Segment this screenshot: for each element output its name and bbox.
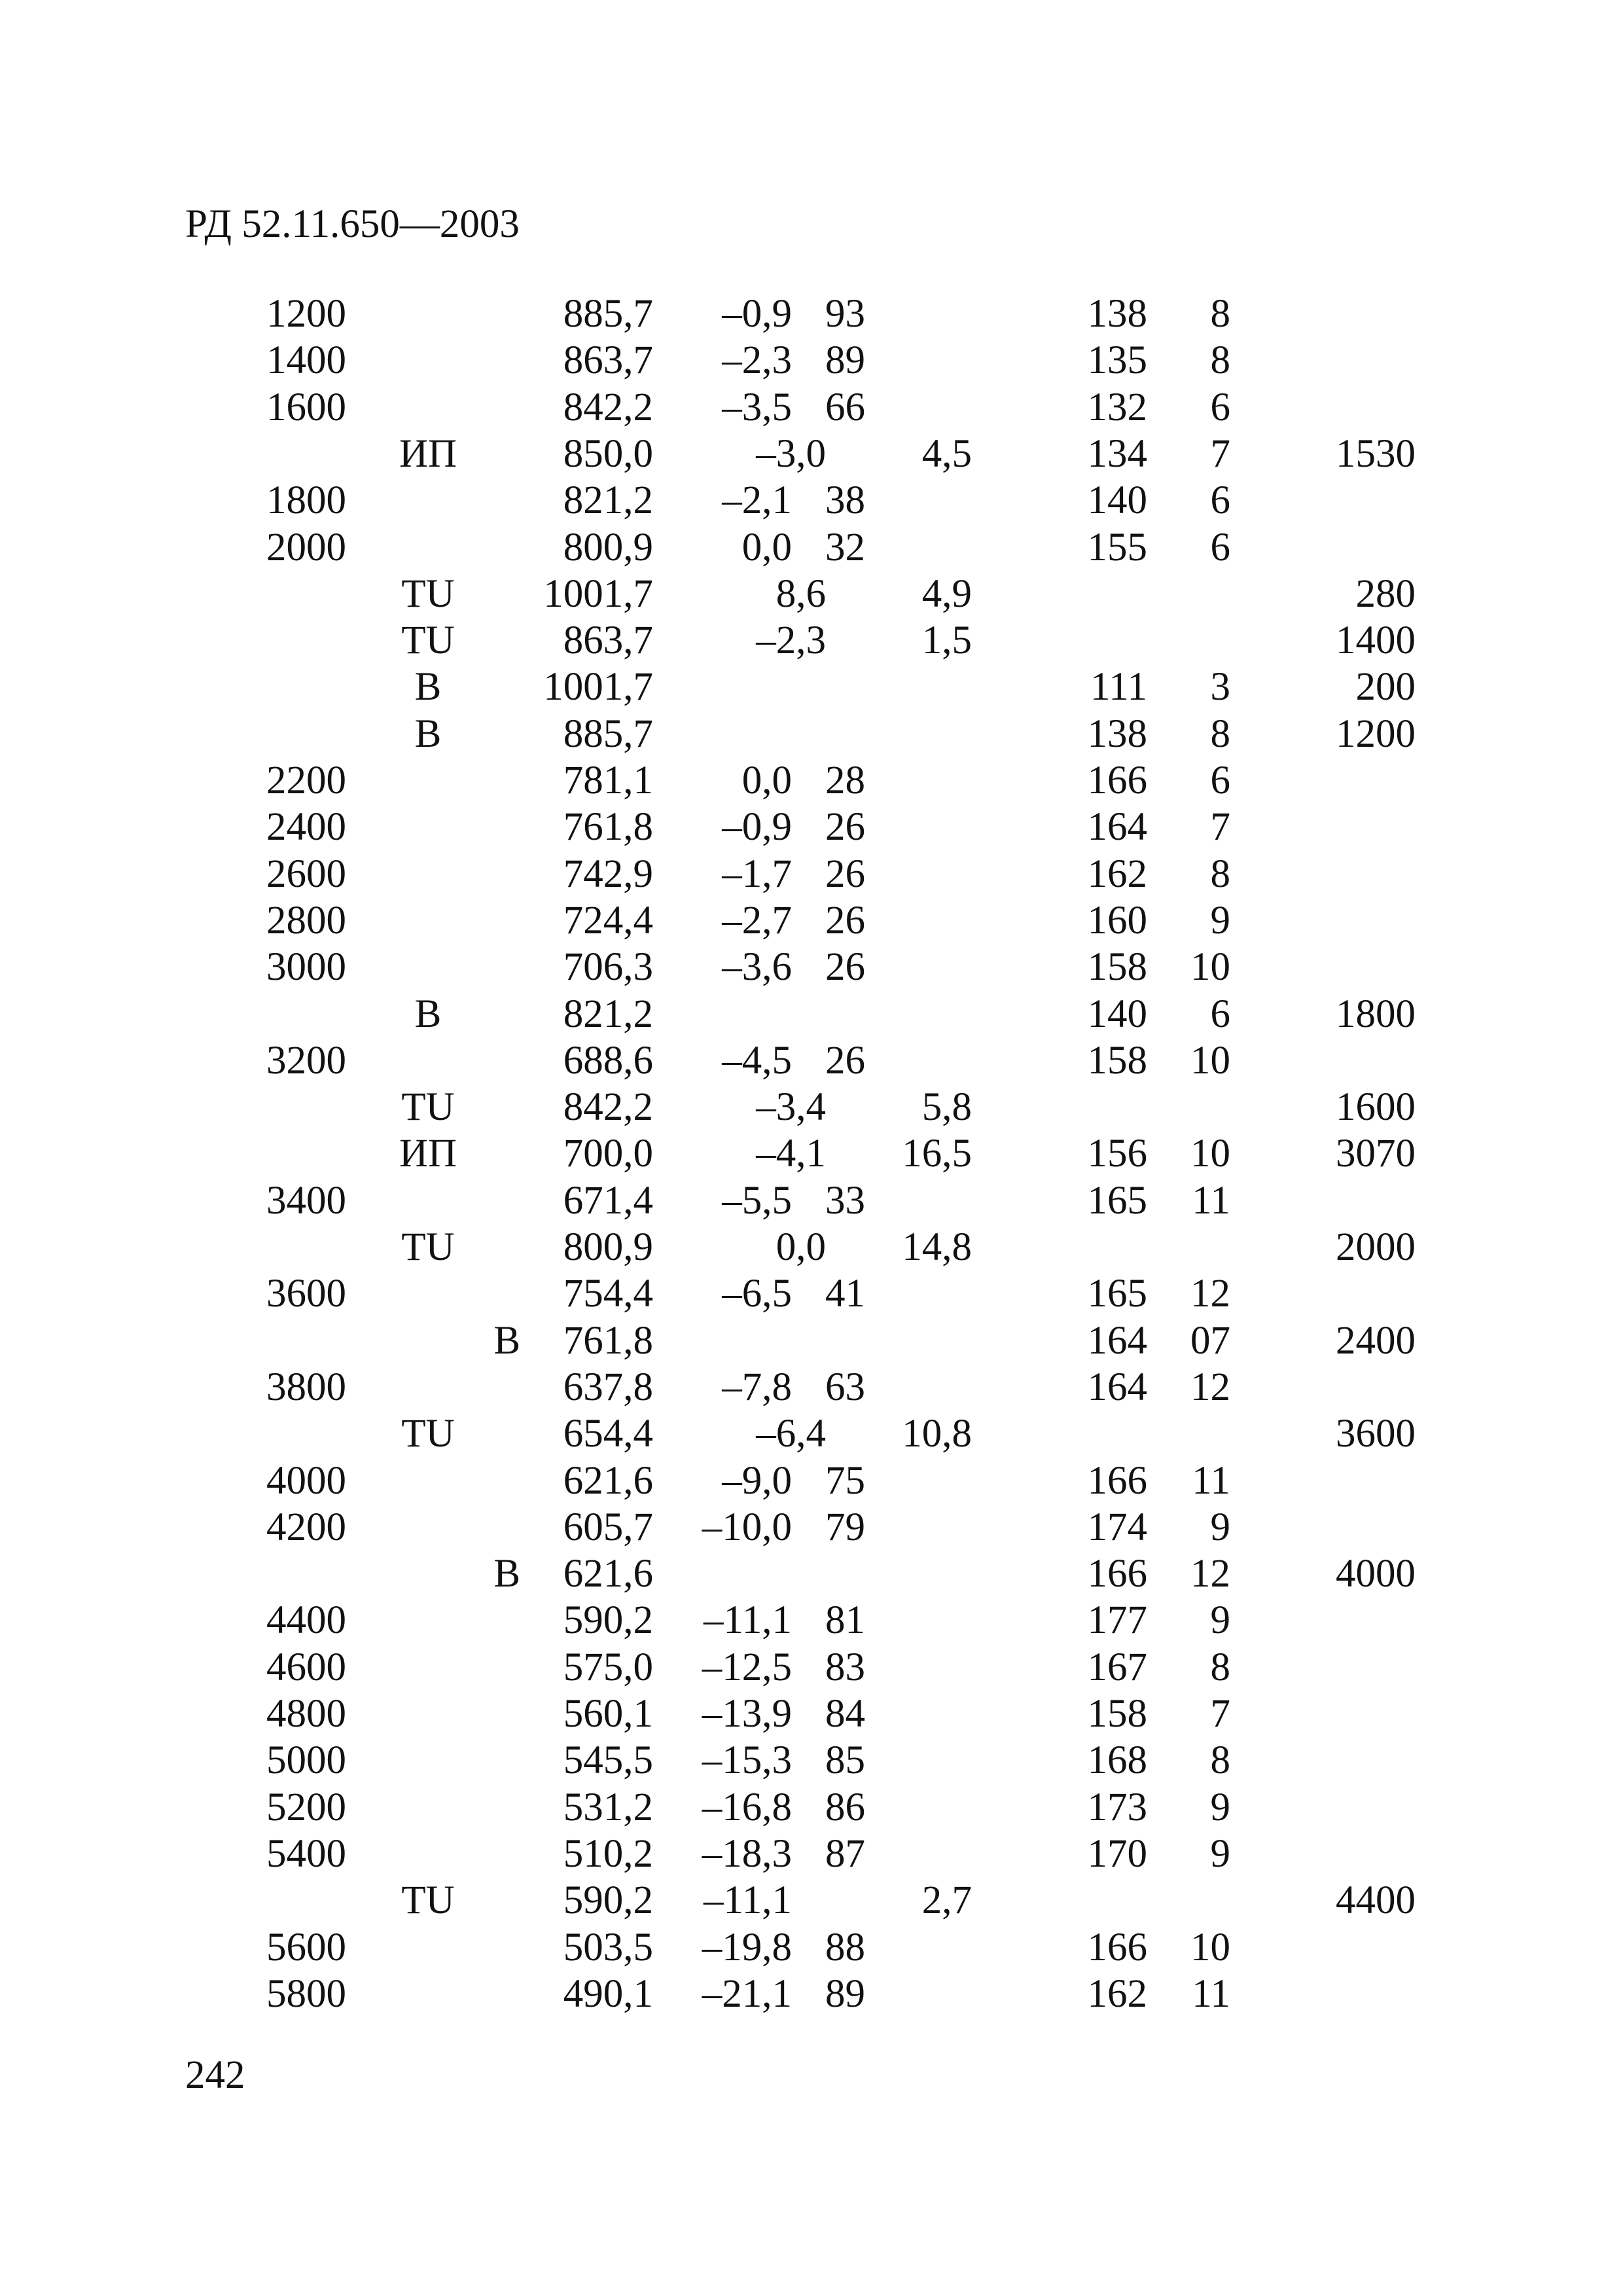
cell-pressure: 490,1 (563, 1971, 653, 2016)
document-header: РД 52.11.650—2003 (185, 202, 520, 246)
cell-humidity: 28 (825, 759, 865, 802)
cell-wind-speed: 11 (1192, 1971, 1230, 2016)
cell-marker: ИП (399, 1132, 457, 1176)
table-row (0, 524, 1623, 571)
cell-height: 280 (1355, 571, 1416, 616)
cell-temperature: –7,8 (722, 1365, 792, 1409)
cell-temperature: 0,0 (741, 525, 792, 569)
cell-altitude: 5000 (266, 1738, 346, 1783)
cell-humidity: 75 (825, 1458, 865, 1503)
cell-wind-direction: 158 (1087, 945, 1147, 990)
table-row (0, 991, 1623, 1038)
table-row (0, 1130, 1623, 1177)
table-row (0, 1270, 1623, 1318)
cell-temperature: –2,7 (722, 898, 792, 942)
cell-altitude: 4400 (266, 1598, 346, 1643)
cell-wind-direction: 138 (1087, 711, 1147, 756)
cell-pressure: 863,7 (563, 338, 653, 383)
cell-pressure: 821,2 (563, 992, 653, 1036)
cell-pressure: 842,2 (563, 1085, 653, 1130)
cell-humidity: 88 (825, 1925, 865, 1969)
cell-temperature: –13,9 (702, 1692, 792, 1736)
cell-pressure: 510,2 (563, 1831, 653, 1876)
cell-wind-speed: 12 (1190, 1552, 1230, 1596)
table-row (0, 1084, 1623, 1131)
cell-temperature-alt: –4,1 (756, 1132, 826, 1176)
cell-pressure: 800,9 (563, 1225, 653, 1269)
table-row (0, 757, 1623, 804)
cell-wind-speed: 10 (1190, 1925, 1230, 1969)
table-row (0, 944, 1623, 991)
cell-altitude: 3600 (266, 1272, 346, 1316)
cell-pressure: 724,4 (563, 898, 653, 942)
table-row (0, 1737, 1623, 1784)
cell-marker-b: B (493, 1318, 520, 1363)
cell-wind-direction: 132 (1087, 385, 1147, 429)
cell-altitude: 3000 (266, 945, 346, 990)
cell-height: 3070 (1336, 1132, 1416, 1176)
cell-marker: TU (401, 1225, 455, 1269)
cell-altitude: 5800 (266, 1971, 346, 2016)
table-row (0, 1504, 1623, 1551)
cell-humidity: 81 (825, 1598, 865, 1643)
cell-wind-direction: 135 (1087, 338, 1147, 383)
table-row (0, 291, 1623, 338)
cell-pressure: 654,4 (563, 1412, 653, 1456)
cell-thickness: 1,5 (921, 619, 972, 663)
cell-wind-speed: 7 (1210, 805, 1230, 850)
cell-pressure: 671,4 (563, 1178, 653, 1223)
table-row (0, 1691, 1623, 1738)
cell-altitude: 2400 (266, 805, 346, 850)
cell-wind-speed: 07 (1190, 1318, 1230, 1363)
table-row (0, 664, 1623, 711)
cell-wind-speed: 11 (1192, 1178, 1230, 1223)
cell-temperature-alt: 0,0 (776, 1225, 826, 1269)
cell-wind-speed: 10 (1190, 945, 1230, 990)
cell-pressure: 503,5 (563, 1925, 653, 1969)
cell-height: 4400 (1336, 1878, 1416, 1923)
cell-wind-speed: 8 (1210, 1738, 1230, 1783)
cell-wind-direction: 140 (1087, 992, 1147, 1036)
cell-height: 1600 (1336, 1085, 1416, 1130)
cell-marker: ИП (399, 431, 457, 476)
table-row (0, 1784, 1623, 1831)
cell-thickness: 4,9 (921, 571, 972, 616)
cell-altitude: 1400 (266, 338, 346, 383)
cell-wind-speed: 8 (1210, 1645, 1230, 1689)
table-row (0, 1410, 1623, 1458)
cell-thickness: 14,8 (902, 1225, 972, 1269)
cell-wind-speed: 6 (1210, 759, 1230, 802)
cell-pressure: 637,8 (563, 1365, 653, 1409)
cell-marker: TU (401, 619, 455, 663)
table-row (0, 617, 1623, 664)
cell-height: 4000 (1336, 1552, 1416, 1596)
cell-pressure: 621,6 (563, 1458, 653, 1503)
cell-height: 1200 (1336, 711, 1416, 756)
cell-humidity: 87 (825, 1831, 865, 1876)
cell-humidity: 93 (825, 292, 865, 336)
cell-wind-direction: 156 (1087, 1132, 1147, 1176)
cell-pressure: 706,3 (563, 945, 653, 990)
cell-temperature: –1,7 (722, 852, 792, 896)
cell-wind-direction: 166 (1087, 1458, 1147, 1503)
cell-thickness: 2,7 (921, 1878, 972, 1923)
cell-pressure: 621,6 (563, 1552, 653, 1596)
cell-wind-speed: 10 (1190, 1132, 1230, 1176)
table-row (0, 804, 1623, 851)
cell-marker: TU (401, 1878, 455, 1923)
cell-height: 2400 (1336, 1318, 1416, 1363)
cell-wind-direction: 111 (1090, 665, 1147, 709)
table-row (0, 1551, 1623, 1598)
cell-temperature: –6,5 (722, 1272, 792, 1316)
cell-wind-direction: 170 (1087, 1831, 1147, 1876)
cell-wind-direction: 174 (1087, 1505, 1147, 1549)
cell-wind-speed: 9 (1210, 1598, 1230, 1643)
cell-temperature: –3,6 (722, 945, 792, 990)
cell-wind-direction: 138 (1087, 292, 1147, 336)
cell-height: 1800 (1336, 992, 1416, 1036)
cell-wind-speed: 9 (1210, 898, 1230, 942)
cell-altitude: 5200 (266, 1785, 346, 1829)
table-row (0, 477, 1623, 524)
cell-pressure: 1001,7 (543, 665, 653, 709)
cell-wind-speed: 3 (1210, 665, 1230, 709)
cell-pressure: 531,2 (563, 1785, 653, 1829)
cell-humidity: 86 (825, 1785, 865, 1829)
cell-height: 1400 (1336, 619, 1416, 663)
cell-wind-speed: 12 (1190, 1272, 1230, 1316)
cell-wind-direction: 166 (1087, 759, 1147, 802)
cell-humidity: 26 (825, 1038, 865, 1083)
cell-wind-speed: 8 (1210, 292, 1230, 336)
cell-altitude: 5400 (266, 1831, 346, 1876)
cell-temperature: –16,8 (702, 1785, 792, 1829)
cell-temperature: –5,5 (722, 1178, 792, 1223)
cell-altitude: 4800 (266, 1692, 346, 1736)
cell-height: 2000 (1336, 1225, 1416, 1269)
cell-wind-direction: 168 (1087, 1738, 1147, 1783)
cell-wind-speed: 8 (1210, 852, 1230, 896)
cell-altitude: 3800 (266, 1365, 346, 1409)
cell-altitude: 1800 (266, 478, 346, 523)
table-row (0, 1924, 1623, 1971)
cell-altitude: 2600 (266, 852, 346, 896)
cell-wind-direction: 177 (1087, 1598, 1147, 1643)
cell-thickness: 16,5 (902, 1132, 972, 1176)
table-row (0, 1877, 1623, 1924)
cell-wind-speed: 11 (1192, 1458, 1230, 1503)
table-row (0, 1831, 1623, 1878)
cell-marker: B (414, 665, 442, 709)
cell-wind-direction: 160 (1087, 898, 1147, 942)
cell-temperature: –18,3 (702, 1831, 792, 1876)
cell-wind-direction: 173 (1087, 1785, 1147, 1829)
cell-humidity: 26 (825, 945, 865, 990)
cell-humidity: 38 (825, 478, 865, 523)
cell-wind-direction: 162 (1087, 1971, 1147, 2016)
page-number: 242 (185, 2053, 245, 2097)
cell-humidity: 41 (825, 1272, 865, 1316)
table-row (0, 1224, 1623, 1271)
cell-altitude: 3400 (266, 1178, 346, 1223)
cell-pressure: 863,7 (563, 619, 653, 663)
cell-temperature: –21,1 (702, 1971, 792, 2016)
cell-temperature-alt: –3,4 (756, 1085, 826, 1130)
cell-altitude: 5600 (266, 1925, 346, 1969)
table-row (0, 1597, 1623, 1644)
cell-height: 200 (1355, 665, 1416, 709)
table-row (0, 1037, 1623, 1085)
cell-marker: B (414, 711, 442, 756)
cell-wind-direction: 167 (1087, 1645, 1147, 1689)
cell-wind-speed: 7 (1210, 431, 1230, 476)
cell-altitude: 1600 (266, 385, 346, 429)
cell-altitude: 2800 (266, 898, 346, 942)
cell-humidity: 83 (825, 1645, 865, 1689)
cell-marker: TU (401, 1412, 455, 1456)
cell-height: 1530 (1336, 431, 1416, 476)
cell-height: 3600 (1336, 1412, 1416, 1456)
cell-humidity: 85 (825, 1738, 865, 1783)
cell-temperature: –4,5 (722, 1038, 792, 1083)
cell-humidity: 33 (825, 1178, 865, 1223)
cell-pressure: 575,0 (563, 1645, 653, 1689)
cell-wind-speed: 9 (1210, 1831, 1230, 1876)
cell-temperature-alt: 8,6 (776, 571, 826, 616)
cell-pressure: 850,0 (563, 431, 653, 476)
cell-temperature: –11,1 (704, 1598, 792, 1643)
cell-wind-speed: 6 (1210, 525, 1230, 569)
cell-humidity: 26 (825, 852, 865, 896)
table-row (0, 431, 1623, 478)
cell-humidity: 63 (825, 1365, 865, 1409)
cell-temperature: –2,3 (722, 338, 792, 383)
cell-wind-speed: 8 (1210, 711, 1230, 756)
cell-pressure: 781,1 (563, 759, 653, 802)
cell-pressure: 605,7 (563, 1505, 653, 1549)
cell-humidity: 89 (825, 338, 865, 383)
cell-wind-speed: 10 (1190, 1038, 1230, 1083)
cell-pressure: 821,2 (563, 478, 653, 523)
cell-pressure: 1001,7 (543, 571, 653, 616)
cell-wind-direction: 162 (1087, 852, 1147, 896)
cell-wind-direction: 158 (1087, 1038, 1147, 1083)
cell-pressure: 545,5 (563, 1738, 653, 1783)
cell-marker: B (414, 992, 442, 1036)
cell-marker: TU (401, 1085, 455, 1130)
table-row (0, 711, 1623, 758)
cell-wind-direction: 166 (1087, 1925, 1147, 1969)
cell-temperature: –12,5 (702, 1645, 792, 1689)
cell-pressure: 761,8 (563, 1318, 653, 1363)
cell-temperature: –19,8 (702, 1925, 792, 1969)
table-row (0, 897, 1623, 944)
table-row (0, 1177, 1623, 1225)
cell-humidity: 79 (825, 1505, 865, 1549)
cell-wind-direction: 164 (1087, 1318, 1147, 1363)
cell-wind-speed: 6 (1210, 385, 1230, 429)
cell-altitude: 3200 (266, 1038, 346, 1083)
cell-temperature: –10,0 (702, 1505, 792, 1549)
cell-wind-speed: 9 (1210, 1505, 1230, 1549)
cell-altitude: 4000 (266, 1458, 346, 1503)
cell-humidity: 32 (825, 525, 865, 569)
cell-wind-direction: 158 (1087, 1692, 1147, 1736)
cell-altitude: 2000 (266, 525, 346, 569)
cell-humidity: 26 (825, 805, 865, 850)
cell-altitude: 2200 (266, 759, 346, 802)
cell-pressure: 590,2 (563, 1878, 653, 1923)
cell-pressure: 800,9 (563, 525, 653, 569)
cell-wind-direction: 166 (1087, 1552, 1147, 1596)
cell-pressure: 700,0 (563, 1132, 653, 1176)
table-row (0, 571, 1623, 618)
table-row (0, 851, 1623, 898)
cell-temperature-alt: –6,4 (756, 1412, 826, 1456)
cell-temperature: –9,0 (722, 1458, 792, 1503)
table-row (0, 337, 1623, 384)
cell-wind-direction: 164 (1087, 1365, 1147, 1409)
table-row (0, 1644, 1623, 1691)
cell-temperature-alt: –3,0 (756, 431, 826, 476)
cell-altitude: 4200 (266, 1505, 346, 1549)
cell-wind-direction: 165 (1087, 1178, 1147, 1223)
cell-temperature: –15,3 (702, 1738, 792, 1783)
cell-temperature-alt: –2,3 (756, 619, 826, 663)
cell-wind-direction: 140 (1087, 478, 1147, 523)
cell-temperature: –11,1 (704, 1878, 792, 1923)
table-row (0, 1458, 1623, 1505)
cell-pressure: 742,9 (563, 852, 653, 896)
cell-wind-direction: 155 (1087, 525, 1147, 569)
cell-humidity: 66 (825, 385, 865, 429)
cell-wind-speed: 7 (1210, 1692, 1230, 1736)
cell-pressure: 761,8 (563, 805, 653, 850)
table-row (0, 384, 1623, 431)
table-row (0, 1971, 1623, 2018)
table-row (0, 1364, 1623, 1411)
cell-wind-speed: 8 (1210, 338, 1230, 383)
cell-pressure: 590,2 (563, 1598, 653, 1643)
cell-thickness: 4,5 (921, 431, 972, 476)
cell-marker-b: B (493, 1552, 520, 1596)
cell-humidity: 89 (825, 1971, 865, 2016)
cell-humidity: 26 (825, 898, 865, 942)
cell-temperature: –0,9 (722, 805, 792, 850)
table-row (0, 1318, 1623, 1365)
cell-thickness: 5,8 (921, 1085, 972, 1130)
cell-wind-speed: 9 (1210, 1785, 1230, 1829)
cell-wind-speed: 6 (1210, 478, 1230, 523)
cell-wind-speed: 12 (1190, 1365, 1230, 1409)
cell-wind-direction: 165 (1087, 1272, 1147, 1316)
cell-pressure: 688,6 (563, 1038, 653, 1083)
cell-humidity: 84 (825, 1692, 865, 1736)
cell-altitude: 1200 (266, 292, 346, 336)
cell-temperature: 0,0 (741, 759, 792, 802)
cell-temperature: –0,9 (722, 292, 792, 336)
cell-temperature: –3,5 (722, 385, 792, 429)
cell-pressure: 885,7 (563, 292, 653, 336)
cell-pressure: 560,1 (563, 1692, 653, 1736)
cell-wind-direction: 164 (1087, 805, 1147, 850)
cell-pressure: 754,4 (563, 1272, 653, 1316)
cell-temperature: –2,1 (722, 478, 792, 523)
cell-thickness: 10,8 (902, 1412, 972, 1456)
cell-pressure: 885,7 (563, 711, 653, 756)
cell-wind-speed: 6 (1210, 992, 1230, 1036)
cell-wind-direction: 134 (1087, 431, 1147, 476)
cell-pressure: 842,2 (563, 385, 653, 429)
cell-altitude: 4600 (266, 1645, 346, 1689)
cell-marker: TU (401, 571, 455, 616)
